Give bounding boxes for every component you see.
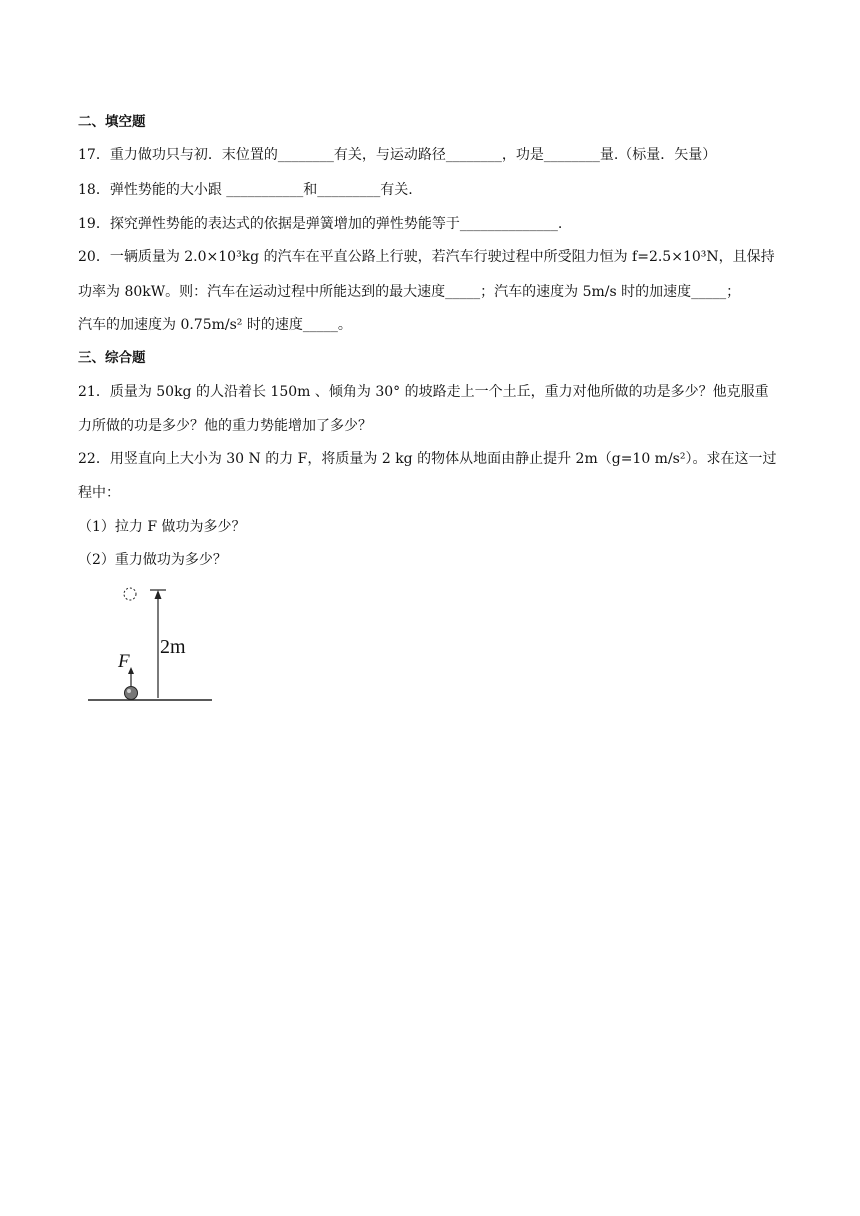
question-20-line-1: 20．一辆质量为 2.0×10³kg 的汽车在平直公路上行驶，若汽车行驶过程中所受阻力恒为 f=2.5×10³N，且保持 <box>78 249 775 265</box>
question-19: 19．探究弹性势能的表达式的依据是弹簧增加的弹性势能等于______________. <box>78 216 563 232</box>
section-heading-comprehensive: 三、综合题 <box>78 350 146 366</box>
lifting-diagram <box>86 582 216 706</box>
question-21-line-2: 力所做的功是多少？他的重力势能增加了多少？ <box>78 418 372 434</box>
height-label: 2m <box>160 636 186 658</box>
force-label: F <box>118 651 130 672</box>
question-20-line-2: 功率为 80kW。则：汽车在运动过程中所能达到的最大速度_____；汽车的速度为 5m/s 时的加速度_____； <box>78 284 741 300</box>
question-18: 18．弹性势能的大小跟 ___________和_________有关. <box>78 182 413 198</box>
question-22-line-1: 22．用竖直向上大小为 30 N 的力 F，将质量为 2 kg 的物体从地面由静止提升 2m（g=10 m/s²）。求在这一过 <box>78 451 777 467</box>
ball-highlight <box>127 689 131 693</box>
section-heading-fill-blank: 二、填空题 <box>78 114 146 130</box>
question-22-line-2: 程中： <box>78 485 120 501</box>
question-20-line-3: 汽车的加速度为 0.75m/s² 时的速度_____。 <box>78 317 352 333</box>
question-22-part-1: （1）拉力 F 做功为多少？ <box>78 519 246 535</box>
question-21-line-1: 21．质量为 50kg 的人沿着长 150m 、倾角为 30° 的坡路走上一个土丘，重力对他所做的功是多少？他克服重 <box>78 384 769 400</box>
final-position-circle <box>124 588 136 600</box>
question-17: 17．重力做功只与初．末位置的________有关，与运动路径________，功是________量.（标量．矢量） <box>78 147 717 163</box>
height-arrow-head <box>155 590 162 599</box>
ball <box>125 687 138 700</box>
question-22-part-2: （2）重力做功为多少？ <box>78 552 227 568</box>
